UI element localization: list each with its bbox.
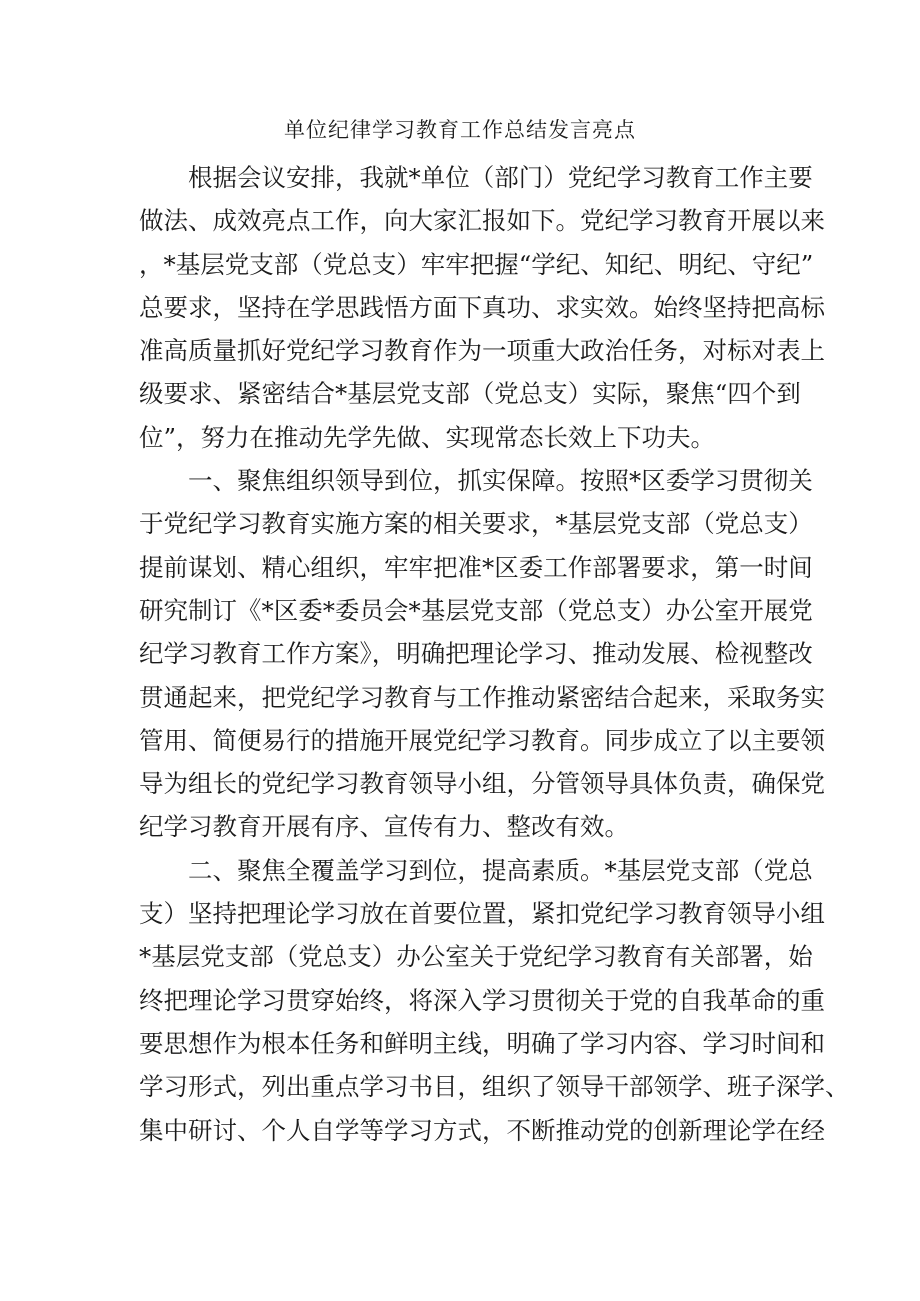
text-line: 做法、成效亮点工作，向大家汇报如下。党纪学习教育开展以来	[139, 206, 825, 236]
text-line: 于党纪学习教育实施方案的相关要求，*基层党支部（党总支）	[139, 509, 813, 539]
text-line: 管用、简便易行的措施开展党纪学习教育。同步成立了以主要领	[139, 725, 825, 755]
text-line: 位”，努力在推动先学先做、实现常态长效上下功夫。	[139, 422, 716, 452]
text-line: 研究制订《*区委*委员会*基层党支部（党总支）办公室开展党	[139, 595, 813, 625]
text-line: 纪学习教育开展有序、宣传有力、整改有效。	[139, 812, 629, 842]
text-line: 学习形式，列出重点学习书目，组织了领导干部领学、班子深学、	[139, 1072, 850, 1102]
text-line: 支）坚持把理论学习放在首要位置，紧扣党纪学习教育领导小组	[139, 899, 825, 929]
document-body	[139, 156, 850, 1152]
document-title: 单位纪律学习教育工作总结发言亮点	[284, 118, 636, 142]
text-line: 准高质量抓好党纪学习教育作为一项重大政治任务，对标对表上	[139, 336, 825, 366]
text-line: 导为组长的党纪学习教育领导小组，分管领导具体负责，确保党	[139, 769, 825, 799]
text-line: 纪学习教育工作方案》，明确把理论学习、推动发展、检视整改	[139, 639, 813, 669]
paragraph-section-two	[139, 849, 850, 1152]
text-line: 贯通起来，把党纪学习教育与工作推动紧密结合起来，采取务实	[139, 682, 825, 712]
paragraph-intro	[139, 156, 825, 459]
text-line: *基层党支部（党总支）办公室关于党纪学习教育有关部署，始	[139, 942, 813, 972]
paragraph-section-one	[139, 459, 825, 849]
text-line: 二、聚焦全覆盖学习到位，提高素质。*基层党支部（党总	[188, 855, 813, 885]
text-line: 要思想作为根本任务和鲜明主线，明确了学习内容、学习时间和	[139, 1028, 825, 1058]
text-line: 终把理论学习贯穿始终，将深入学习贯彻关于党的自我革命的重	[139, 985, 825, 1015]
text-line: 提前谋划、精心组织，牢牢把准*区委工作部署要求，第一时间	[139, 552, 813, 582]
text-line: ，*基层党支部（党总支）牢牢把握“学纪、知纪、明纪、守纪”	[139, 249, 814, 279]
text-line: 一、聚焦组织领导到位，抓实保障。按照*区委学习贯彻关	[188, 466, 813, 496]
text-line: 级要求、紧密结合*基层党支部（党总支）实际，聚焦“四个到	[139, 379, 801, 409]
text-line: 集中研讨、个人自学等学习方式，不断推动党的创新理论学在经	[139, 1115, 825, 1145]
text-line: 总要求，坚持在学思践悟方面下真功、求实效。始终坚持把高标	[139, 292, 825, 322]
text-line: 根据会议安排，我就*单位（部门）党纪学习教育工作主要	[188, 163, 813, 192]
